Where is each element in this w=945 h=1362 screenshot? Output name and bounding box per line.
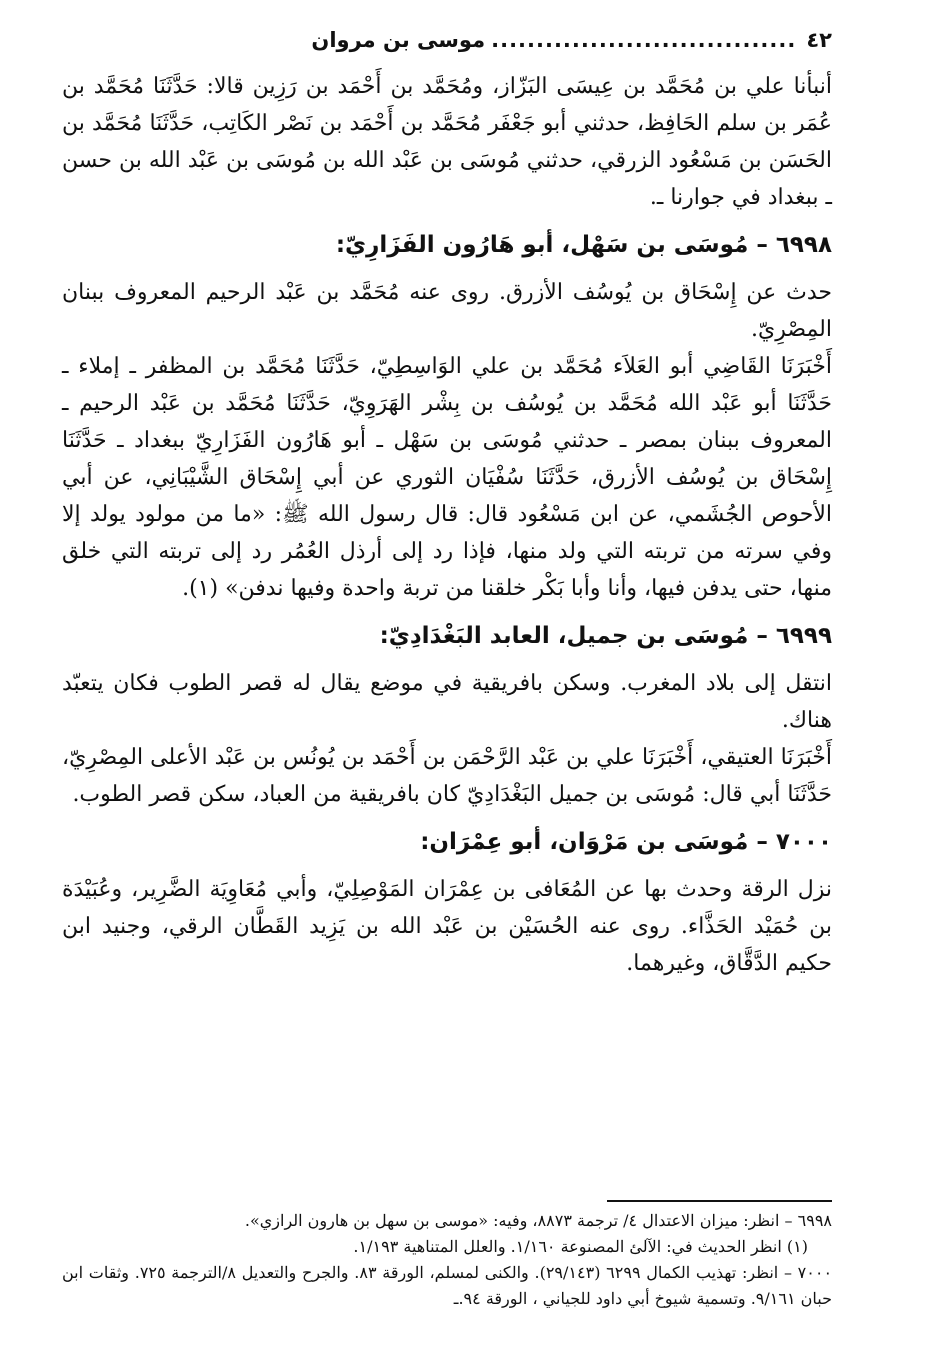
paragraph: نزل الرقة وحدث بها عن المُعَافى بن عِمْرَان المَوْصِلِيّ، وأبي مُعَاوِيَة الضَّرِير، وعُبَيْدَة بن حُمَيْد الحَذَّاء. روى عنه الحُسَيْن بن عَبْد الله بن يَزِيد القَطَّان الرقي، وجنيد ابن حكيم الدَّقَّاق، وغيرهما. (62, 877, 832, 976)
book-page (62, 28, 832, 982)
running-title: موسى بن مروان (311, 28, 486, 52)
entry-heading-6999: ٦٩٩٩ – مُوسَى بن جميل، العابد البَغْدَادِيّ: (379, 623, 832, 649)
page-header (62, 28, 832, 68)
paragraph: حدث عن إِسْحَاق بن يُوسُف الأزرق. روى عنه مُحَمَّد بن عَبْد الرحيم المعروف ببنان المِصْرِيّ. (62, 280, 832, 342)
entry-heading-6998: ٦٩٩٨ – مُوسَى بن سَهْل، أبو هَارُون الفَزَارِيّ: (335, 232, 832, 258)
footnote-separator (607, 1200, 832, 1202)
paragraph: أَخْبَرَنَا العتيقي، أَخْبَرَنَا علي بن عَبْد الرَّحْمَن بن أَحْمَد بن يُونُس بن عَبْد الأعلى المِصْرِيّ، حَدَّثَنَا أبي قال: مُوسَى بن جميل البَغْدَادِيّ كان بافريقية من العباد، سكن قصر الطوب. (62, 745, 832, 807)
header-leader-dots: .................................. (491, 28, 797, 52)
paragraph: أَخْبَرَنَا القَاضِي أبو العَلاَء مُحَمَّد بن علي الوَاسِطِيّ، حَدَّثَنَا مُحَمَّد بن المظفر ـ إملاء ـ حَدَّثَنَا أبو عَبْد الله مُحَمَّد بن يُوسُف بن بِشْر الهَرَوِيّ، حَدَّثَنَا مُحَمَّد بن عَبْد الرحيم ـ المعروف ببنان بمصر ـ حدثني مُوسَى بن سَهْل ـ أبو هَارُون الفَزَارِيّ ببغداد ـ حَدَّثَنَا إِسْحَاق بن يُوسُف الأزرق، حَدَّثَنَا سُفْيَان الثوري عن أبي إِسْحَاق الشَّيْبَانِي، عن أبي الأحوص الجُشَمي، عن ابن مَسْعُود قال: قال رسول الله ﷺ: «ما من مولود يولد إلا وفي سرته من تربته التي ولد منها، فإذا رد إلى أرذل العُمُر رد إلى تربته التي خلق منها، حتى يدفن فيها، وأنا وأبا بَكْر خلقنا من تربة واحدة وفيها ندفن» (١). (62, 354, 832, 601)
main-text (62, 68, 832, 982)
footnotes (62, 1208, 832, 1312)
paragraph: انتقل إلى بلاد المغرب. وسكن بافريقية في موضع يقال له قصر الطوب فكان يتعبّد هناك. (62, 671, 832, 733)
paragraph: أنبأنا علي بن مُحَمَّد بن عِيسَى البَزّاز، ومُحَمَّد بن أَحْمَد بن رَزِين قالا: حَدَّثَنَا مُحَمَّد بن عُمَر بن سلم الحَافِظ، حدثني أبو جَعْفَر مُحَمَّد بن أَحْمَد بن نَصْر الكَاتِب، حَدَّثَنَا مُحَمَّد بن الحَسَن بن مَسْعُود الزرقي، حدثني مُوسَى بن عَبْد الله بن مُوسَى بن عَبْد الله بن حسن ـ ببغداد في جوارنا ـ. (62, 74, 833, 210)
footnote: (١) انظر الحديث في: الآلئ المصنوعة ١/١٦٠. والعلل المتناهية ١/١٩٣. (353, 1237, 808, 1256)
footnote: ٦٩٩٨ – انظر: ميزان الاعتدال ٤/ ترجمة ٨٨٧٣، وفيه: «موسى بن سهل بن هارون الرازي». (244, 1211, 832, 1230)
page-number: ٤٢ (806, 28, 832, 52)
entry-heading-7000: ٧٠٠٠ – مُوسَى بن مَرْوَان، أبو عِمْرَان: (420, 829, 832, 855)
footnote: ٧٠٠٠ – انظر: تهذيب الكمال ٦٢٩٩ (٢٩/١٤٣). والكنى لمسلم، الورقة ٨٣. والجرح والتعديل ٨/الترجمة ٧٢٥. وثقات ابن حبان ٩/١٦١. وتسمية شيوخ أبي داود للجياني ، الورقة ٩٤.ـ (62, 1263, 833, 1308)
